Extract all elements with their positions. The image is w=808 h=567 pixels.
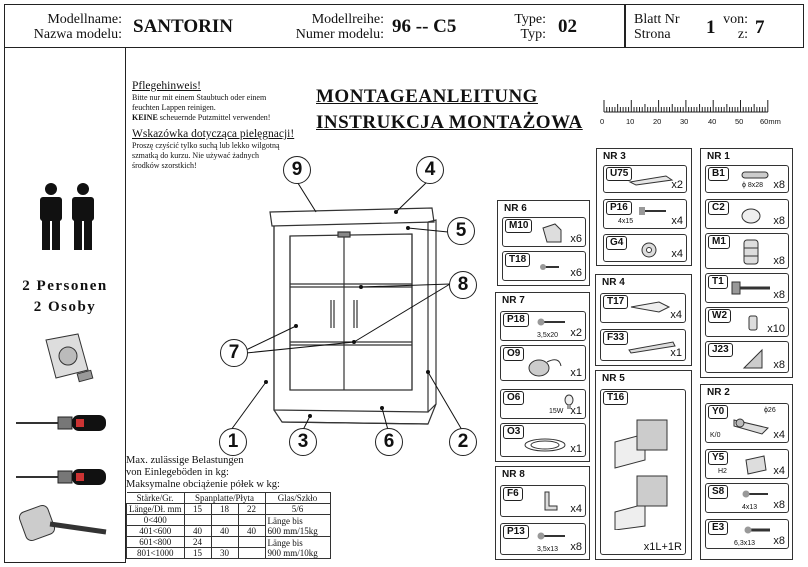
hinge-icon [611,412,675,530]
euro-screw-icon [744,524,772,536]
group-nr3: NR 3 U75 x2 P16 4x15 x4 G4 x4 [596,148,692,266]
screwdriver-cross-icon [14,466,110,488]
group-nr5: NR 5 T16 x1L+1R [595,370,692,560]
group-nr4: NR 4 T17 x4 F33 x1 [595,274,692,366]
part-O3: O3 x1 [500,423,586,457]
scale-tick-label: 10 [626,117,635,126]
scale-tick-label: 50 [735,117,744,126]
part-W2: W2 x10 [705,307,789,337]
callout-5: 5 [447,217,475,245]
callout-3: 3 [289,428,317,456]
type-label: Type: Typ: [514,12,546,42]
cup-hinge-icon [732,414,772,436]
callout-1: 1 [219,428,247,456]
scale-tick-label: 30 [680,117,689,126]
screw-icon [537,530,567,542]
part-J23: J23 x8 [705,341,789,373]
part-U75: U75 x2 [603,165,687,193]
persons-label-pl: 2 Osoby [33,299,97,315]
cam-lock-icon [740,206,762,226]
part-M10: M10 x6 [502,217,586,247]
angle-bracket-icon [541,490,559,512]
page-number: 1 [706,17,716,38]
scale-tick-label: 20 [653,117,662,126]
series-value: 96 -- C5 [392,16,457,37]
part-G4: G4 x4 [603,234,687,262]
part-T1: T1 x8 [705,273,789,303]
part-O6: O6 15W x1 [500,389,586,419]
screw-icon [537,316,567,328]
shelf-support-icon [541,222,563,244]
washer-icon [640,241,658,259]
part-T18: T18 x6 [502,251,586,281]
tape-measure-icon [38,330,96,388]
callout-9: 9 [283,156,311,184]
bracket-icon [742,348,764,370]
part-S8: S8 4x13 x8 [705,483,789,513]
callout-2: 2 [449,428,477,456]
part-T16: T16 x1L+1R [600,389,686,555]
callout-8: 8 [449,271,477,299]
callout-7: 7 [220,339,248,367]
rubber-mallet-icon [18,502,110,546]
part-C2: C2 x8 [705,199,789,229]
part-O9: O9 x1 [500,345,586,381]
part-Y0: Y0 ϕ26 K/0 x4 [705,403,789,443]
part-B1: B1 ϕ 8x28 x8 [705,165,789,193]
group-nr2: NR 2 Y0 ϕ26 K/0 x4 Y5 H2 x4 S8 4x13 x8 E3 6,3x13 x8 [700,384,793,560]
part-T17: T17 x4 [600,293,686,323]
wall-anchor-icon [629,298,671,316]
part-F33: F33 x1 [600,329,686,361]
part-Y5: Y5 H2 x4 [705,449,789,479]
header-divider [624,4,626,48]
shelf-load-note: Max. zulässige Belastungen von Einlegeböden in kg: Maksymalne obciążenie półek w kg: [126,455,280,490]
series-label: Modellreihe: Numer modelu: [295,12,384,42]
title-de: MONTAGEANLEITUNG [316,86,538,107]
group-nr8: NR 8 F6 x4 P13 3,5x13 x8 [495,466,590,560]
scale-tick-label: 0 [600,117,605,126]
barrel-nut-icon [742,238,760,266]
screw-icon [742,488,770,500]
callout-4: 4 [416,156,444,184]
page-label: Blatt Nr Strona [634,12,680,42]
screw-icon [539,262,561,272]
dowel-icon [740,170,770,180]
part-P18: P18 3,5x20 x2 [500,311,586,341]
part-P13: P13 3,5x13 x8 [500,523,586,555]
part-E3: E3 6,3x13 x8 [705,519,789,549]
persons-label-de: 2 Personen [22,278,108,294]
model-name-label: Modellname: Nazwa modelu: [33,12,122,42]
cable-icon [521,436,569,454]
callout-6: 6 [375,428,403,456]
group-nr1: NR 1 B1 ϕ 8x28 x8 C2 x8 M1 x8 T1 x8 W2 x10 J23 x8 [700,148,793,378]
cabinet-drawing [200,150,500,460]
pin-icon [746,314,760,332]
connector-bolt-icon [730,280,774,296]
mounting-plate-icon [744,454,768,476]
lamp-icon [525,352,565,378]
group-nr6: NR 6 M10 x6 T18 x6 [497,200,590,286]
of-label: von: z: [723,12,748,42]
connector-icon [628,172,674,186]
two-persons-icon [36,182,98,252]
part-P16: P16 4x15 x4 [603,199,687,229]
group-nr7: NR 7 P18 3,5x20 x2 O9 x1 O6 15W x1 O3 x1 [495,292,590,462]
shelf-load-table: Stärke/Gr. Spanplatte/Płyta Glas/Szkło Länge/Dł. mm 15 18 22 5/6 0<400 Länge bis 600 mm/15kg 401<600 40 40 40 601<800 24 Länge bis 900 mm/10kg 801<1000 15 30 [126,492,331,559]
screw-icon [638,206,668,216]
type-value: 02 [558,16,577,37]
page-total: 7 [755,17,765,38]
screwdriver-flat-icon [14,412,110,434]
part-M1: M1 x8 [705,233,789,269]
part-F6: F6 x4 [500,485,586,517]
model-name: SANTORIN [133,16,233,37]
title-pl: INSTRUKCJA MONTAŻOWA [316,112,583,133]
scale-tick-label: 60mm [760,117,781,126]
care-notes: Pflegehinweis! Bitte nur mit einem Staubtuch oder einem feuchten Lappen reinigen. KEINE scheuernde Putzmittel verwenden! Wskazówka dotycząca pielęgnacji! Proszę czyścić tylko suchą lub lekko wilgotną szmatką do kurzu. Nie używać żadnych środków szorstkich! [132,80,295,170]
scale-tick-label: 40 [708,117,717,126]
